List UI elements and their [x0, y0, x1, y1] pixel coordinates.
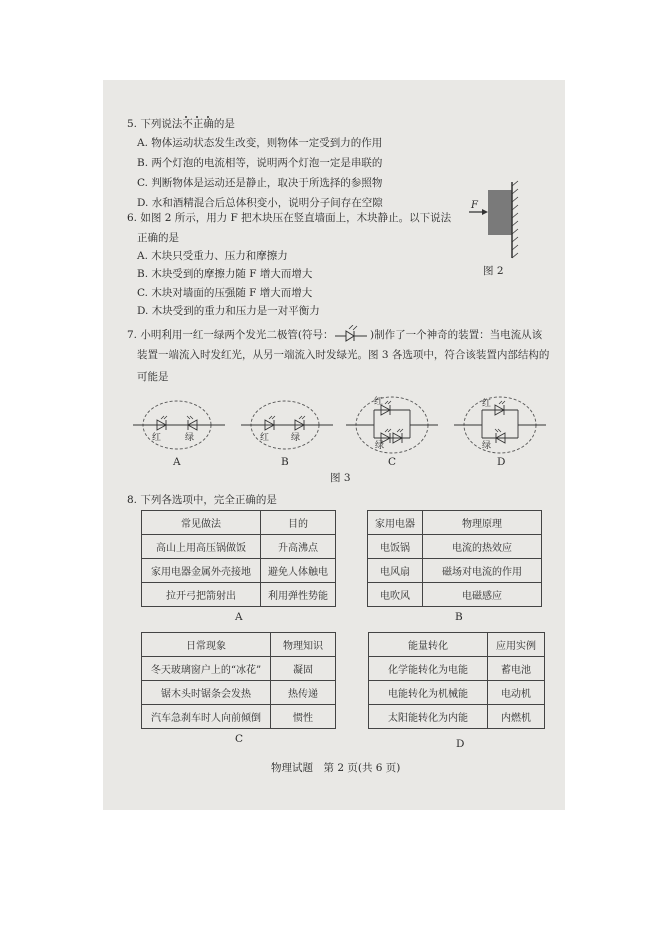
- table-row: [142, 559, 336, 583]
- table-b-label: B: [455, 611, 463, 623]
- table-row: [142, 583, 336, 607]
- table-c: [141, 632, 336, 729]
- table-cell: 惯性: [271, 705, 336, 729]
- q7-line2: 装置一端流入时发红光，从另一端流入时发绿光。图 3 各选项中，符合该装置内部结构的: [137, 349, 550, 361]
- table-row: [368, 511, 542, 535]
- table-row: [368, 583, 542, 607]
- circuit-d-label: D: [497, 456, 506, 468]
- emphasis-dots: [183, 115, 223, 119]
- table-cell: 电能转化为机械能: [369, 681, 488, 705]
- label-red-c: 红: [374, 397, 384, 407]
- table-cell: 太阳能转化为内能: [369, 705, 488, 729]
- circuit-a: [133, 401, 225, 449]
- table-cell: 应用实例: [488, 633, 545, 657]
- q5-option-d: D. 水和酒精混合后总体积变小，说明分子间存在空隙: [137, 197, 383, 209]
- table-cell: 内燃机: [488, 705, 545, 729]
- table-cell: 电动机: [488, 681, 545, 705]
- table-a: [141, 510, 336, 607]
- q6-option-c: C. 木块对墙面的压强随 F 增大而增大: [137, 287, 313, 299]
- table-row: [142, 633, 336, 657]
- q7-line3: 可能是: [137, 371, 169, 383]
- label-green-b: 绿: [291, 433, 301, 443]
- figure-3-caption: 图 3: [330, 472, 351, 484]
- table-cell: 物理知识: [271, 633, 336, 657]
- q6-stem-line1: 6. 如图 2 所示，用力 F 把木块压在竖直墙面上，木块静止。以下说法: [127, 212, 452, 224]
- table-cell: 拉开弓把箭射出: [142, 583, 261, 607]
- circuit-b-label: B: [281, 456, 289, 468]
- label-green-c: 绿: [375, 441, 385, 451]
- label-red-d: 红: [482, 399, 492, 409]
- table-row: [369, 705, 545, 729]
- label-green-a: 绿: [185, 433, 195, 443]
- table-cell: 锯木头时锯条会发热: [142, 681, 271, 705]
- table-cell: 常见做法: [142, 511, 261, 535]
- table-row: [369, 633, 545, 657]
- table-row: [368, 535, 542, 559]
- q6-option-a: A. 木块只受重力、压力和摩擦力: [137, 250, 288, 262]
- table-row: [142, 511, 336, 535]
- table-d: [368, 632, 545, 729]
- page-footer: 物理试题 第 2 页(共 6 页): [271, 762, 401, 774]
- led-symbol-icon: [335, 325, 369, 345]
- table-cell: 冬天玻璃窗户上的“冰花”: [142, 657, 271, 681]
- table-cell: 利用弹性势能: [261, 583, 336, 607]
- table-row: [142, 535, 336, 559]
- table-row: [369, 657, 545, 681]
- force-label-f: F: [471, 200, 478, 211]
- table-cell: 电饭锅: [368, 535, 423, 559]
- table-cell: 电风扇: [368, 559, 423, 583]
- table-row: [142, 657, 336, 681]
- q5-option-b: B. 两个灯泡的电流相等，说明两个灯泡一定是串联的: [137, 157, 383, 169]
- circuit-c: [346, 397, 438, 453]
- circuit-a-label: A: [173, 456, 181, 468]
- table-cell: 电磁感应: [423, 583, 542, 607]
- label-green-d: 绿: [482, 441, 492, 451]
- table-cell: 家用电器: [368, 511, 423, 535]
- circuit-b: [241, 401, 333, 449]
- table-d-label: D: [456, 738, 465, 750]
- table-b: [367, 510, 542, 607]
- table-cell: 升高沸点: [261, 535, 336, 559]
- figure-2-block-wall: [465, 180, 525, 260]
- table-c-label: C: [235, 733, 244, 745]
- table-cell: 能量转化: [369, 633, 488, 657]
- q6-stem-line2: 正确的是: [137, 232, 179, 244]
- table-cell: 高山上用高压锅做饭: [142, 535, 261, 559]
- q5-option-c: C. 判断物体是运动还是静止，取决于所选择的参照物: [137, 177, 383, 189]
- circuit-c-label: C: [388, 456, 397, 468]
- table-cell: 汽车急刹车时人向前倾倒: [142, 705, 271, 729]
- table-cell: 避免人体触电: [261, 559, 336, 583]
- circuit-d: [454, 397, 546, 453]
- table-cell: 日常现象: [142, 633, 271, 657]
- table-cell: 热传递: [271, 681, 336, 705]
- table-cell: 电流的热效应: [423, 535, 542, 559]
- table-cell: 磁场对电流的作用: [423, 559, 542, 583]
- q7-line1-a: 7. 小明利用一红一绿两个发光二极管(符号：: [127, 329, 334, 341]
- table-cell: 凝固: [271, 657, 336, 681]
- q5-stem: 5. 下列说法不正确的是: [127, 118, 235, 130]
- label-red-a: 红: [152, 433, 162, 443]
- table-row: [368, 559, 542, 583]
- table-row: [142, 705, 336, 729]
- figure-2-caption: 图 2: [483, 265, 504, 277]
- table-cell: 电吹风: [368, 583, 423, 607]
- table-cell: 家用电器金属外壳接地: [142, 559, 261, 583]
- label-red-b: 红: [260, 433, 270, 443]
- q7-line1-b: )制作了一个神奇的装置：当电流从该: [370, 329, 543, 341]
- table-row: [142, 681, 336, 705]
- table-cell: 化学能转化为电能: [369, 657, 488, 681]
- q6-option-d: D. 木块受到的重力和压力是一对平衡力: [137, 305, 320, 317]
- q5-option-a: A. 物体运动状态发生改变，则物体一定受到力的作用: [137, 137, 383, 149]
- table-cell: 蓄电池: [488, 657, 545, 681]
- q6-option-b: B. 木块受到的摩擦力随 F 增大而增大: [137, 268, 313, 280]
- table-row: [369, 681, 545, 705]
- table-cell: 物理原理: [423, 511, 542, 535]
- table-cell: 目的: [261, 511, 336, 535]
- q8-stem: 8. 下列各选项中，完全正确的是: [127, 494, 277, 506]
- table-a-label: A: [235, 611, 243, 623]
